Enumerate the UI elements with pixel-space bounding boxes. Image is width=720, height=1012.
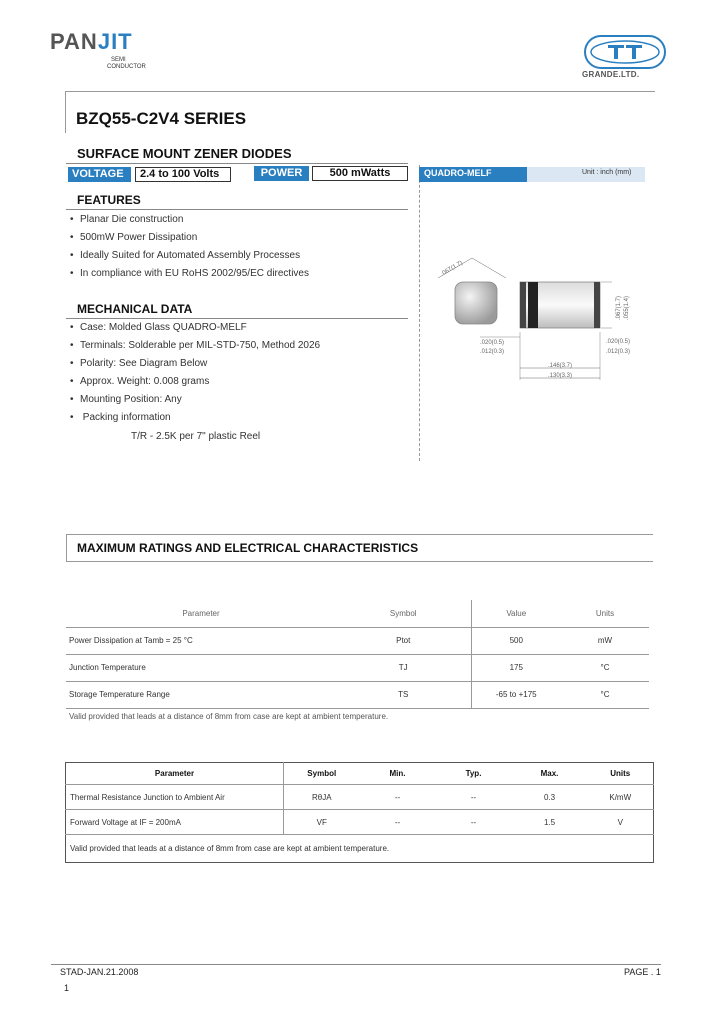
svg-text:.067(1.7): .067(1.7) — [616, 295, 622, 320]
packing-detail: T/R - 2.5K per 7" plastic Reel — [131, 431, 261, 442]
table-header-row: Parameter Symbol Min. Typ. Max. Units — [66, 763, 654, 785]
mechanical-heading: MECHANICAL DATA — [77, 302, 193, 316]
grande-logo-icon — [584, 35, 666, 69]
table-row: Thermal Resistance Junction to Ambient Air RθJA -- -- 0.3 K/mW — [66, 785, 654, 810]
page-number: PAGE . 1 — [624, 967, 661, 977]
ratings-table — [66, 600, 649, 709]
cathode-band — [528, 282, 538, 328]
package-label: QUADRO-MELF — [419, 167, 527, 182]
table-row: Storage Temperature Range TS -65 to +175 °C — [66, 681, 649, 708]
list-item: • Approx. Weight: 0.008 grams — [70, 376, 210, 387]
panjit-subtext: SEMI CONDUCTOR — [107, 57, 146, 70]
svg-text:.020(0.5): .020(0.5) — [480, 340, 505, 346]
footer-divider — [51, 964, 661, 965]
footer-number: 1 — [64, 983, 70, 993]
list-item: • Mounting Position: Any — [70, 394, 182, 405]
panjit-logo — [50, 30, 133, 54]
doc-date: STAD-JAN.21.2008 — [60, 967, 139, 977]
svg-text:.067(1.7): .067(1.7) — [440, 260, 464, 278]
list-item: • Polarity: See Diagram Below — [70, 358, 208, 369]
page-title: BZQ55-C2V4 SERIES — [76, 109, 247, 128]
svg-text:.055(1.4): .055(1.4) — [624, 295, 630, 320]
power-label: POWER — [254, 166, 309, 181]
divider — [66, 163, 408, 164]
features-heading: FEATURES — [77, 193, 141, 207]
brand-pan: PAN — [50, 29, 98, 54]
table-row: Forward Voltage at IF = 200mA VF -- -- 1.5 V — [66, 810, 654, 835]
svg-text:.012(0.3): .012(0.3) — [480, 349, 505, 355]
unit-label: Unit : inch (mm) — [582, 169, 632, 176]
section-title: MAXIMUM RATINGS AND ELECTRICAL CHARACTERISTICS — [77, 541, 419, 555]
svg-text:.130(3.3): .130(3.3) — [548, 373, 573, 379]
svg-text:.146(3.7): .146(3.7) — [548, 363, 573, 369]
list-item: • 500mW Power Dissipation — [70, 232, 198, 243]
svg-text:.020(0.5): .020(0.5) — [606, 339, 631, 345]
list-item: • Planar Die construction — [70, 214, 184, 225]
brand-jit: JIT — [97, 29, 133, 54]
table-row: Junction Temperature TJ 175 °C — [66, 654, 649, 681]
voltage-label: VOLTAGE — [68, 167, 131, 182]
svg-text:.012(0.3): .012(0.3) — [606, 349, 631, 355]
characteristics-table — [65, 762, 654, 863]
package-drawing — [420, 240, 655, 390]
list-item: • Case: Molded Glass QUADRO-MELF — [70, 322, 247, 333]
list-item: • Terminals: Solderable per MIL-STD-750, Method 2026 — [70, 340, 321, 351]
end-view-shape — [455, 282, 497, 324]
table-note: Valid provided that leads at a distance of 8mm from case are kept at ambient temperature. — [69, 712, 389, 721]
features-list — [70, 211, 309, 283]
voltage-value: 2.4 to 100 Volts — [135, 167, 231, 182]
subtitle: SURFACE MOUNT ZENER DIODES — [77, 146, 292, 161]
table-note-row: Valid provided that leads at a distance of 8mm from case are kept at ambient temperature. — [70, 844, 390, 853]
divider — [66, 209, 408, 210]
list-item: • In compliance with EU RoHS 2002/95/EC directives — [70, 268, 309, 279]
table-row: Power Dissipation at Tamb = 25 °C Ptot 500 mW — [66, 627, 649, 654]
grande-name: GRANDE.LTD. — [582, 70, 640, 79]
list-item: • Ideally Suited for Automated Assembly Processes — [70, 250, 301, 261]
table-header-row: Parameter Symbol Value Units — [66, 600, 649, 627]
power-value: 500 mWatts — [312, 166, 408, 181]
mechanical-list — [70, 319, 320, 427]
list-item: • Packing information — [70, 412, 171, 423]
